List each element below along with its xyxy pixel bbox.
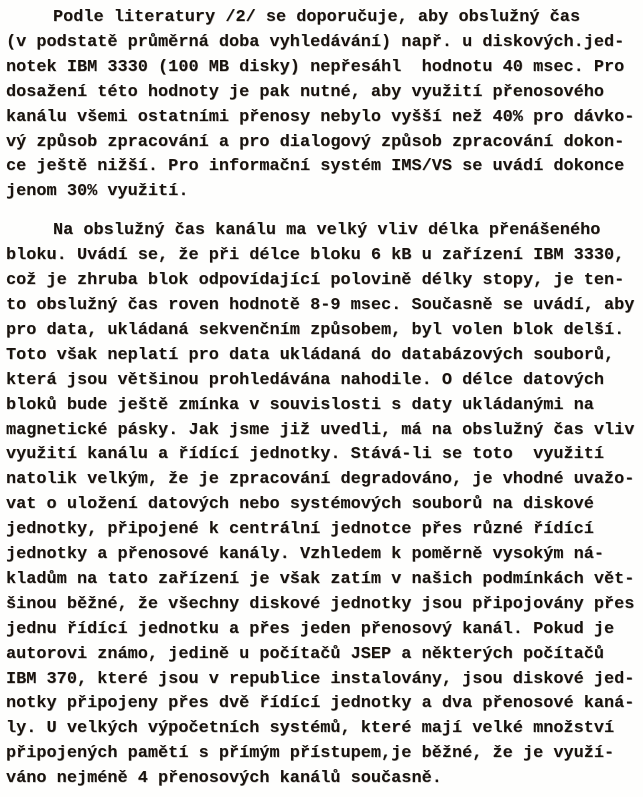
- text-line: pro data, ukládaná sekvenčním způsobem, byl volen blok delší.: [6, 320, 625, 340]
- text-line: jednotky a přenosové kanály. Vzhledem k poměrně vysokým ná-: [6, 545, 605, 565]
- text-line: kladům na tato zařízení je však zatím v našich podmínkách vět-: [6, 569, 635, 589]
- text-line: jednotky, připojené k centrální jednotce přes různé řídící: [6, 520, 594, 540]
- text-line: Toto však neplatí pro data ukládaná do databázových souborů,: [6, 345, 615, 365]
- text-line: váno nejméně 4 přenosových kanálů současně.: [6, 769, 442, 789]
- text-line: to obslužný čas roven hodnotě 8-9 msec. Současně se uvádí, aby: [6, 295, 635, 315]
- text-line: což je zhruba blok odpovídající polovině délky stopy, je ten-: [6, 271, 625, 291]
- text-line: Podle literatury /2/ se doporučuje, aby obslužný čas: [53, 8, 581, 27]
- text-line: dosažení této hodnoty je pak nutné, aby využití přenosového: [6, 82, 605, 102]
- text-line: ce ještě nižší. Pro informační systém IMS/VS se uvádí dokonce: [6, 157, 625, 177]
- text-line: notek IBM 3330 (100 MB disky) nepřesáhl hodnotu 40 msec. Pro: [6, 57, 625, 77]
- text-line: magnetické pásky. Jak jsme již uvedli, má na obslužný čas vliv: [6, 420, 635, 440]
- text-line: kanálu všemi ostatními přenosy nebylo vyšší než 40% pro dávko-: [6, 107, 635, 127]
- text-line: autorovi známo, jedině u počítačů JSEP a některých počítačů: [6, 644, 605, 664]
- text-line: Na obslužný čas kanálu ma velký vliv délka přenášeného: [53, 221, 601, 241]
- text-line: vý způsob zpracování a pro dialogový způsob zpracování dokon-: [6, 132, 625, 152]
- text-line: natolik velkým, že je zpracování degradováno, je vhodné uvažo-: [6, 470, 635, 490]
- text-line: bloku. Uvádí se, že při délce bloku 6 kB u zařízení IBM 3330,: [6, 246, 625, 266]
- paragraph-2: [6, 219, 639, 792]
- text-line: jednu řídící jednotku a přes jeden přenosový kanál. Pokud je: [6, 619, 615, 639]
- text-line: IBM 370, které jsou v republice instalovány, jsou diskové jed-: [6, 669, 635, 689]
- text-line: bloků bude ještě zmínka v souvislosti s daty ukládanými na: [6, 395, 594, 415]
- text-line: připojených pamětí s přímým přístupem,je běžné, že je využí-: [6, 744, 615, 764]
- paragraph-1: [6, 6, 639, 205]
- text-line: ly. U velkých výpočetních systémů, které mají velké množství: [6, 719, 615, 739]
- text-line: notky připojeny přes dvě řídící jednotky a dva přenosové kaná-: [6, 694, 635, 714]
- text-line: vat o uložení datových nebo systémových souborů na diskové: [6, 495, 594, 515]
- text-line: využití kanálu a řídící jednotky. Stává-li se toto využití: [6, 445, 605, 465]
- text-line: která jsou většinou prohledávána nahodile. O délce datových: [6, 370, 605, 390]
- text-line: (v podstatě průměrná doba vyhledávání) např. u diskových.jed-: [6, 32, 625, 52]
- text-line: jenom 30% využití.: [6, 182, 189, 202]
- text-line: šinou běžné, že všechny diskové jednotky jsou připojovány přes: [6, 594, 635, 614]
